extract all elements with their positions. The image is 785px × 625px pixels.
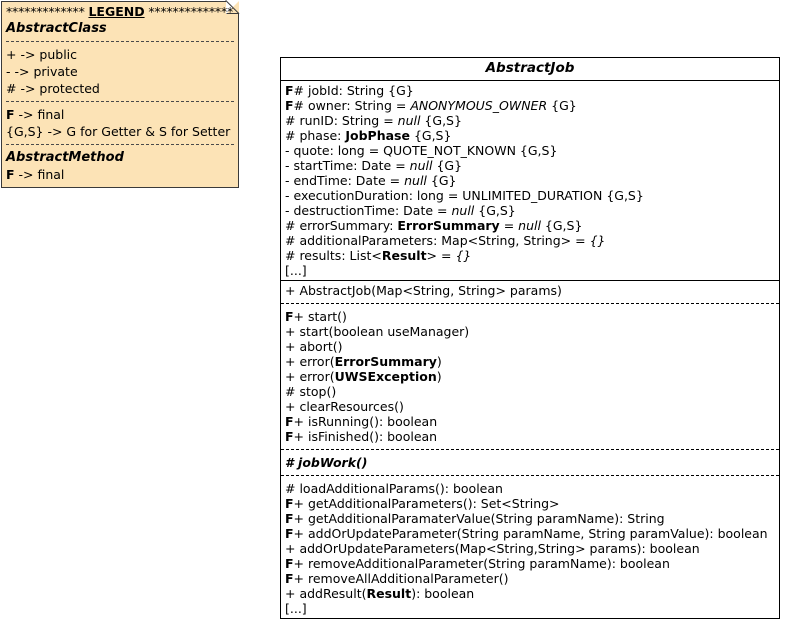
final-marker: F — [285, 556, 294, 571]
legend-public-symbol: + -> — [6, 47, 40, 62]
attribute-text: - destructionTime: Date = — [285, 203, 452, 218]
legend-note — [1, 1, 239, 188]
method-row — [281, 556, 779, 571]
attribute-row-ellipsis: [...] — [285, 263, 307, 278]
legend-getter-setter: {G,S} -> G for Getter & S for Setter — [6, 124, 231, 139]
method-row — [281, 571, 779, 586]
attribute-text: # phase: — [285, 128, 346, 143]
attribute-row — [281, 218, 779, 233]
attribute-row — [281, 113, 779, 128]
method-text: + getAdditionalParamaterValue(String paramName): String — [293, 511, 665, 526]
method-text-tail: ) — [436, 354, 442, 369]
constructors-compartment — [281, 280, 779, 300]
class-box-abstractjob — [280, 57, 780, 619]
legend-separator-2 — [6, 101, 234, 102]
legend-title-suffix-asterisks: ************** — [148, 4, 234, 19]
method-text: + removeAllAdditionalParameter() — [293, 571, 509, 586]
abstract-methods-compartment — [281, 453, 779, 472]
attribute-text: - startTime: Date = — [285, 158, 410, 173]
method-row — [281, 414, 779, 429]
attribute-type: ErrorSummary — [397, 218, 500, 233]
attribute-row: - quote: long = QUOTE_NOT_KNOWN {G,S} — [285, 143, 558, 158]
method-text: + error( — [285, 369, 335, 384]
legend-private-symbol: - -> — [6, 64, 34, 79]
attribute-text: # results: List< — [285, 248, 382, 263]
legend-title-text: LEGEND — [88, 4, 145, 19]
legend-final-symbol: F — [6, 107, 15, 122]
legend-visibility-protected — [6, 80, 234, 97]
attribute-row — [281, 173, 779, 188]
final-marker: F — [285, 309, 294, 324]
attribute-default-value: ANONYMOUS_OWNER — [410, 98, 548, 113]
attribute-row — [281, 83, 779, 98]
attribute-default-value: null — [518, 218, 541, 233]
attribute-row — [281, 98, 779, 113]
attribute-default-value: {} — [589, 233, 606, 248]
abstract-method-row — [281, 455, 779, 470]
legend-abstract-method-label: AbstractMethod — [6, 150, 124, 165]
legend-visibility-private — [6, 63, 234, 80]
attribute-row — [281, 248, 779, 263]
method-row-ellipsis: [...] — [285, 601, 307, 616]
legend-protected-symbol: # -> — [6, 81, 40, 96]
attribute-accessors: {G,S} — [409, 128, 452, 143]
attribute-type: Result — [381, 248, 427, 263]
attribute-row — [281, 233, 779, 248]
class-title-abstractjob: AbstractJob — [281, 58, 779, 81]
legend-visibility-public — [6, 46, 234, 63]
attribute-accessors: {G,S} — [474, 203, 516, 218]
method-text: + addResult( — [285, 586, 367, 601]
methods-main-compartment — [281, 307, 779, 446]
method-param-type: UWSException — [334, 369, 437, 384]
method-row: # loadAdditionalParams(): boolean — [285, 481, 503, 496]
method-text-tail: ) — [436, 369, 442, 384]
method-row — [281, 511, 779, 526]
attribute-text: # jobId: String {G} — [293, 83, 414, 98]
method-text: + error( — [285, 354, 335, 369]
attribute-text: # owner: String = — [293, 98, 411, 113]
final-marker: F — [285, 496, 294, 511]
attribute-default-value: {} — [455, 248, 472, 263]
attribute-text: - endTime: Date = — [285, 173, 405, 188]
final-marker: F — [285, 571, 294, 586]
abstract-method-text: # jobWork() — [285, 455, 368, 470]
method-row — [281, 526, 779, 541]
legend-final-method-label: -> final — [14, 167, 65, 182]
final-marker: F — [285, 98, 294, 113]
compartment-separator-2 — [281, 449, 779, 450]
compartment-separator-3 — [281, 475, 779, 476]
attribute-text: # errorSummary: — [285, 218, 398, 233]
legend-final-method-symbol: F — [6, 167, 15, 182]
method-row — [281, 429, 779, 444]
attribute-row — [281, 158, 779, 173]
method-row — [281, 586, 779, 601]
attribute-text: # runID: String = — [285, 113, 398, 128]
final-marker: F — [285, 414, 294, 429]
method-row: # stop() — [285, 384, 337, 399]
legend-title-row — [6, 4, 234, 20]
method-text: + addOrUpdateParameter(String paramName, String paramValue): boolean — [293, 526, 768, 541]
attribute-text: # additionalParameters: Map<String, String> = — [285, 233, 590, 248]
attribute-row: - executionDuration: long = UNLIMITED_DURATION {G,S} — [285, 188, 644, 203]
method-text: + isRunning(): boolean — [293, 414, 438, 429]
method-text: + removeAdditionalParameter(String paramName): boolean — [293, 556, 670, 571]
attribute-default-value: null — [451, 203, 475, 218]
final-marker: F — [285, 83, 294, 98]
attribute-row — [281, 128, 779, 143]
legend-abstract-class-label: AbstractClass — [6, 21, 107, 36]
legend-public-label: public — [39, 47, 78, 62]
legend-separator-1 — [6, 41, 234, 42]
legend-final-label: -> final — [14, 107, 65, 122]
method-text: + getAdditionalParameters(): Set<String> — [293, 496, 560, 511]
legend-final-modifier — [6, 106, 234, 123]
legend-protected-label: protected — [39, 81, 100, 96]
attributes-compartment — [281, 81, 779, 280]
method-text-tail: ): boolean — [411, 586, 475, 601]
attribute-default-value: null — [404, 173, 427, 188]
attribute-accessors: {G} — [547, 98, 577, 113]
legend-title-prefix-asterisks: ************* — [6, 4, 85, 19]
attribute-row — [281, 203, 779, 218]
method-row — [281, 369, 779, 384]
attribute-accessors: {G,S} — [420, 113, 462, 128]
method-param-type: Result — [366, 586, 412, 601]
final-marker: F — [285, 429, 294, 444]
method-text: + start() — [293, 309, 347, 324]
method-row — [281, 496, 779, 511]
legend-separator-3 — [6, 144, 234, 145]
attribute-accessors: {G,S} — [540, 218, 583, 233]
attribute-default-value: null — [397, 113, 421, 128]
method-row: + start(boolean useManager) — [285, 324, 470, 339]
legend-private-label: private — [33, 64, 78, 79]
constructor-row: + AbstractJob(Map<String, String> params) — [285, 283, 562, 298]
method-row — [281, 354, 779, 369]
method-row: + abort() — [285, 339, 343, 354]
compartment-separator-1 — [281, 303, 779, 304]
attribute-assign: = — [499, 218, 519, 233]
attribute-assign: > = — [426, 248, 456, 263]
attribute-default-value: null — [409, 158, 433, 173]
method-text: + isFinished(): boolean — [293, 429, 438, 444]
method-param-type: ErrorSummary — [334, 354, 437, 369]
final-marker: F — [285, 526, 294, 541]
method-row: + addOrUpdateParameters(Map<String,String> params): boolean — [285, 541, 700, 556]
legend-content — [2, 2, 238, 187]
method-row: + clearResources() — [285, 399, 404, 414]
attribute-accessors: {G} — [426, 173, 457, 188]
attribute-type: JobPhase — [345, 128, 410, 143]
methods-extra-compartment — [281, 479, 779, 618]
legend-final-method-modifier — [6, 166, 234, 183]
final-marker: F — [285, 511, 294, 526]
method-row — [281, 309, 779, 324]
attribute-accessors: {G} — [432, 158, 463, 173]
